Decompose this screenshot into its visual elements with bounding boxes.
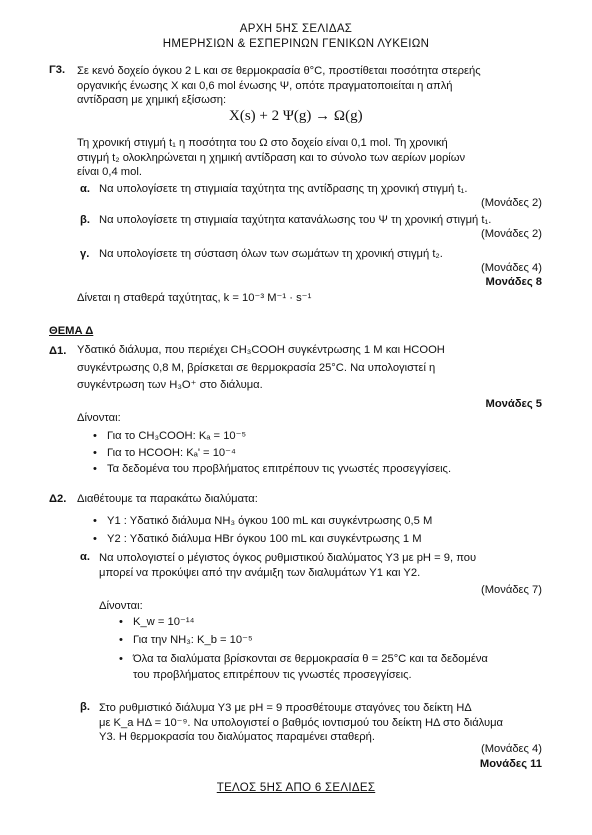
list-item: • Για την NH₃: K_b = 10⁻⁵ [133, 633, 543, 649]
text-line: συγκέντρωση των H₃O⁺ στο διάλυμα. [77, 379, 263, 391]
d2-intro: Διαθέτουμε τα παρακάτω διαλύματα: [77, 493, 258, 505]
list-item: • Υ2 : Υδατικό διάλυμα HBr όγκου 100 mL και συγκέντρωσης 1 M [107, 530, 432, 548]
text-line: οργανικής ένωσης Χ και 0,6 mol ένωσης Ψ, οπότε πραγματοποιείται η απλή [77, 79, 453, 92]
list-item: • Όλα τα διαλύματα βρίσκονται σε θερμοκρασία θ = 25°C και τα δεδομένα [133, 652, 543, 668]
text-line: Σε κενό δοχείο όγκου 2 L και σε θερμοκρασία θ°C, προστίθεται ποσότητα στερεής [77, 65, 481, 77]
text-line: Υ3. Η θερμοκρασία του διαλύματος παραμένει σταθερή. [99, 731, 375, 744]
d2-b-text [99, 701, 549, 745]
g3-given: Δίνεται η σταθερά ταχύτητας, k = 10⁻³ M⁻¹ · s⁻¹ [77, 292, 312, 304]
list-item: • Τα δεδομένα του προβλήματος επιτρέπουν τις γνωστές προσεγγίσεις. [107, 461, 451, 478]
d2-a-text [99, 551, 549, 580]
header-line-2: ΗΜΕΡΗΣΙΩΝ & ΕΣΠΕΡΙΝΩΝ ΓΕΝΙΚΩΝ ΛΥΚΕΙΩΝ [162, 38, 430, 50]
g3-c-marks: (Μονάδες 4) [481, 262, 542, 274]
g3-text [77, 136, 547, 180]
g3-b-text: Να υπολογίσετε τη στιγμιαία ταχύτητα κατανάλωσης του Ψ τη χρονική στιγμή t₁. [99, 214, 492, 226]
d2-given-list [133, 615, 543, 683]
d2-given-label: Δίνονται: [99, 600, 143, 612]
text-line: Στο ρυθμιστικό διάλυμα Υ3 με pH = 9 προσθέτουμε σταγόνες του δείκτη ΗΔ [99, 702, 472, 714]
question-label-g3: Γ3. [49, 64, 66, 76]
chemical-equation: X(s) + 2 Ψ(g) → Ω(g) [229, 108, 363, 124]
g3-total-marks: Μονάδες 8 [485, 276, 542, 288]
text-line: με K_a HΔ = 10⁻⁹. Να υπολογιστεί ο βαθμός ιοντισμού του δείκτη ΗΔ στο διάλυμα [99, 716, 504, 729]
text-line: Τη χρονική στιγμή t₁ η ποσότητα του Ω στο δοχείο είναι 0,1 mol. Τη χρονική [77, 137, 448, 149]
text-line: μπορεί να προκύψει από την ανάμιξη των διαλυμάτων Υ1 και Υ2. [99, 566, 421, 579]
d2-solutions-list [107, 512, 432, 548]
list-item: • Για το CH₃COOH: Kₐ = 10⁻⁵ [107, 428, 451, 445]
list-item: • Για το HCOOH: Kₐ' = 10⁻⁴ [107, 445, 451, 462]
text-line: αντίδραση με χημική εξίσωση: [77, 94, 227, 107]
d1-text [77, 342, 547, 395]
section-title: ΘΕΜΑ Δ [49, 325, 94, 337]
g3-b-marks: (Μονάδες 2) [481, 228, 542, 240]
g3-a-text: Να υπολογίσετε τη στιγμιαία ταχύτητα της αντίδρασης τη χρονική στιγμή t₁. [99, 183, 468, 195]
subq-label-c: γ. [80, 248, 90, 260]
list-item: • K_w = 10⁻¹⁴ [133, 615, 543, 631]
d2-a-marks: (Μονάδες 7) [481, 584, 542, 596]
subq-label-b: β. [80, 214, 90, 226]
d2-b-marks: (Μονάδες 4) [481, 743, 542, 755]
question-label-d1: Δ1. [49, 345, 67, 357]
g3-c-text: Να υπολογίσετε τη σύσταση όλων των σωμάτων τη χρονική στιγμή t₂. [99, 248, 443, 260]
subq-label-a: α. [80, 551, 90, 563]
d1-total-marks: Μονάδες 5 [485, 398, 542, 410]
text-line: στιγμή t₂ ολοκληρώνεται η χημική αντίδραση και το σύνολο των αερίων μορίων [77, 151, 466, 164]
list-item: • Υ1 : Υδατικό διάλυμα NH₃ όγκου 100 mL και συγκέντρωσης 0,5 M [107, 512, 432, 530]
d1-given-label: Δίνονται: [77, 412, 121, 424]
subq-label-b: β. [80, 701, 90, 713]
subq-label-a: α. [80, 183, 90, 195]
text-line: Υδατικό διάλυμα, που περιέχει CH₃COOH συγκέντρωσης 1 M και HCOOH [77, 344, 445, 356]
g3-intro [77, 64, 547, 108]
text-line: Να υπολογιστεί ο μέγιστος όγκος ρυθμιστικού διαλύματος Υ3 με pH = 9, που [99, 552, 477, 564]
d1-given-list [107, 428, 451, 478]
g3-a-marks: (Μονάδες 2) [481, 197, 542, 209]
header-line-1: ΑΡΧΗ 5ΗΣ ΣΕΛΙΔΑΣ [239, 23, 353, 35]
question-label-d2: Δ2. [49, 493, 67, 505]
text-line: είναι 0,4 mol. [77, 166, 142, 179]
d2-total-marks: Μονάδες 11 [479, 758, 542, 770]
text-line: του προβλήματος επιτρέπουν τις γνωστές προσεγγίσεις. [133, 668, 412, 681]
text-line: συγκέντρωσης 0,8 M, βρίσκεται σε θερμοκρασία 25°C. Να υπολογιστεί η [77, 361, 436, 374]
page-footer: ΤΕΛΟΣ 5ΗΣ ΑΠΟ 6 ΣΕΛΙΔΕΣ [216, 782, 376, 794]
